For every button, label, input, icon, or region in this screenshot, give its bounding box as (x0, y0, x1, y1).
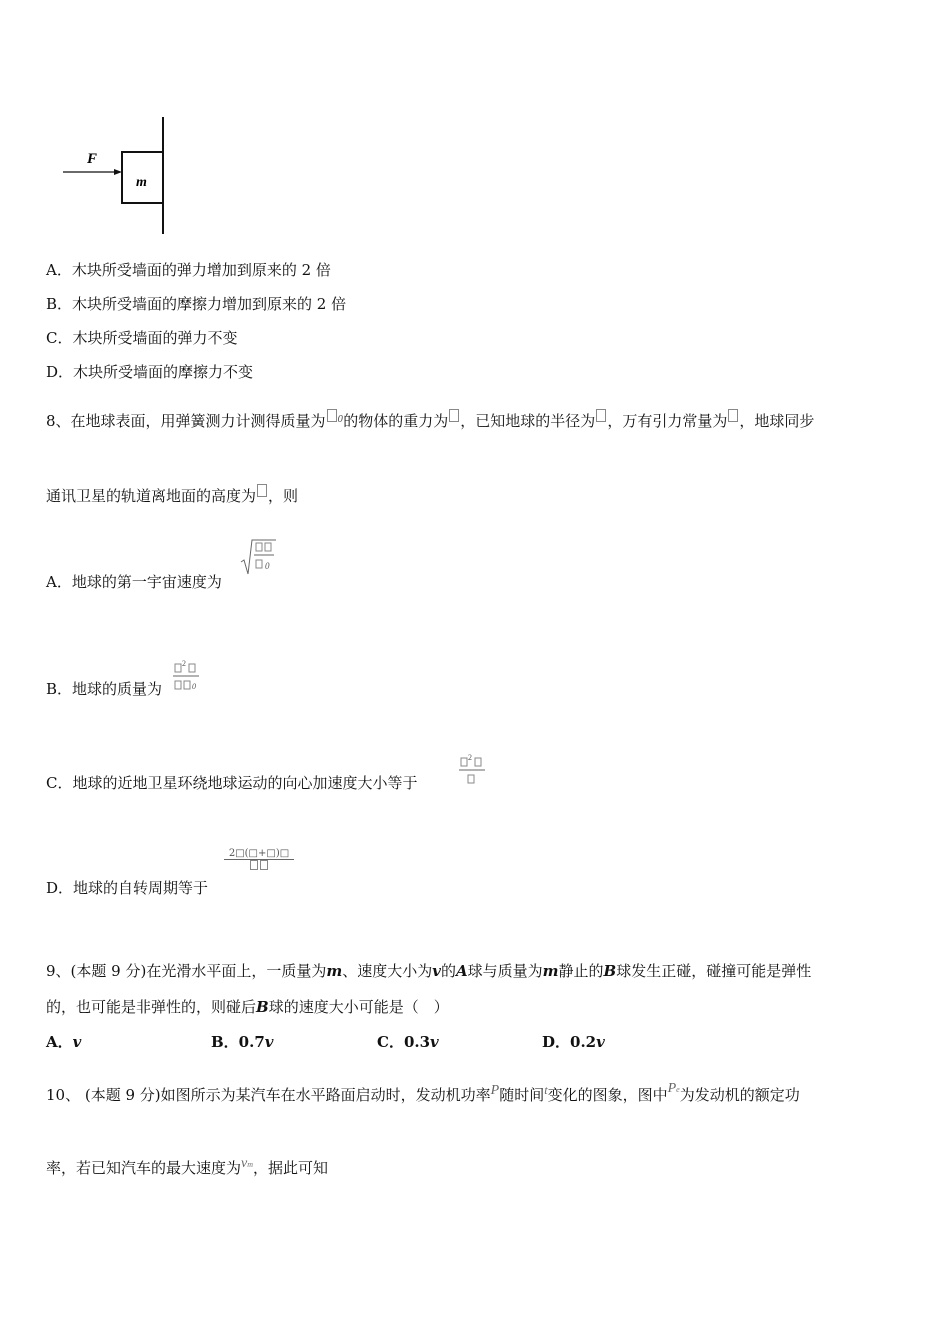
formula-placeholder-icon (449, 409, 459, 422)
accel-formula (458, 752, 490, 788)
q10-stem-line1: 10、 (本题 9 分)如图所示为某汽车在水平路面启动时，发动机功率P随时间$^t$变化的图象，图中Pe为发动机的额定功 (46, 1081, 800, 1104)
formula-placeholder-icon (257, 484, 267, 497)
q7-option-c: C．木块所受墙面的弹力不变 (46, 329, 238, 347)
q9-stem-line2: 的，也可能是非弹性的，则碰后B球的速度大小可能是（ ） (46, 998, 449, 1016)
svg-text:0: 0 (265, 561, 270, 571)
q7-option-b: B．木块所受墙面的摩擦力增加到原来的 2 倍 (46, 295, 347, 313)
mass-label: m (136, 175, 147, 190)
mass-formula (172, 658, 206, 694)
formula-placeholder-icon (596, 409, 606, 422)
q8-option-c: C．地球的近地卫星环绕地球运动的向心加速度大小等于 (46, 774, 418, 792)
q8-option-d: D．地球的自转周期等于 (46, 879, 209, 897)
q9-option-d: D．0.2v (542, 1033, 605, 1051)
q8-stem-line1: 8、在地球表面，用弹簧测力计测得质量为 $^0$的物体的重力为 ，已知地球的半径为 ，万有引力常量为 ，地球同步 (46, 409, 814, 431)
q9-option-a: A．v (46, 1033, 82, 1051)
q9-stem-line1: 9、(本题 9 分)在光滑水平面上，一质量为m、速度大小为v的A球与质量为m静止的B球发生正碰，碰撞可能是弹性 (46, 962, 812, 980)
block-wall-figure (55, 112, 175, 240)
q8-stem-line2: 通讯卫星的轨道离地面的高度为 ，则 (46, 484, 298, 506)
q8-option-b: B．地球的质量为 (46, 680, 163, 698)
svg-text:2: 2 (468, 753, 472, 762)
period-formula-numerator: 2□(□+□)□ (224, 848, 294, 860)
arrow-head-icon (114, 169, 122, 175)
period-formula (224, 848, 294, 873)
formula-placeholder-icon (728, 409, 738, 422)
q8-option-a: A．地球的第一宇宙速度为 (46, 573, 222, 591)
q10-stem-line2: 率，若已知汽车的最大速度为vm，据此可知 (46, 1156, 329, 1177)
svg-text:2: 2 (182, 659, 186, 668)
q9-option-c: C．0.3v (377, 1033, 439, 1051)
sqrt-formula (240, 538, 280, 578)
q7-option-d: D．木块所受墙面的摩擦力不变 (46, 363, 254, 381)
formula-placeholder-icon (327, 409, 337, 422)
q7-option-a: A．木块所受墙面的弹力增加到原来的 2 倍 (46, 261, 331, 279)
svg-text:0: 0 (192, 682, 196, 691)
q9-option-b: B．0.7v (211, 1033, 274, 1051)
force-label: F (87, 151, 98, 167)
period-formula-denominator (224, 860, 294, 873)
